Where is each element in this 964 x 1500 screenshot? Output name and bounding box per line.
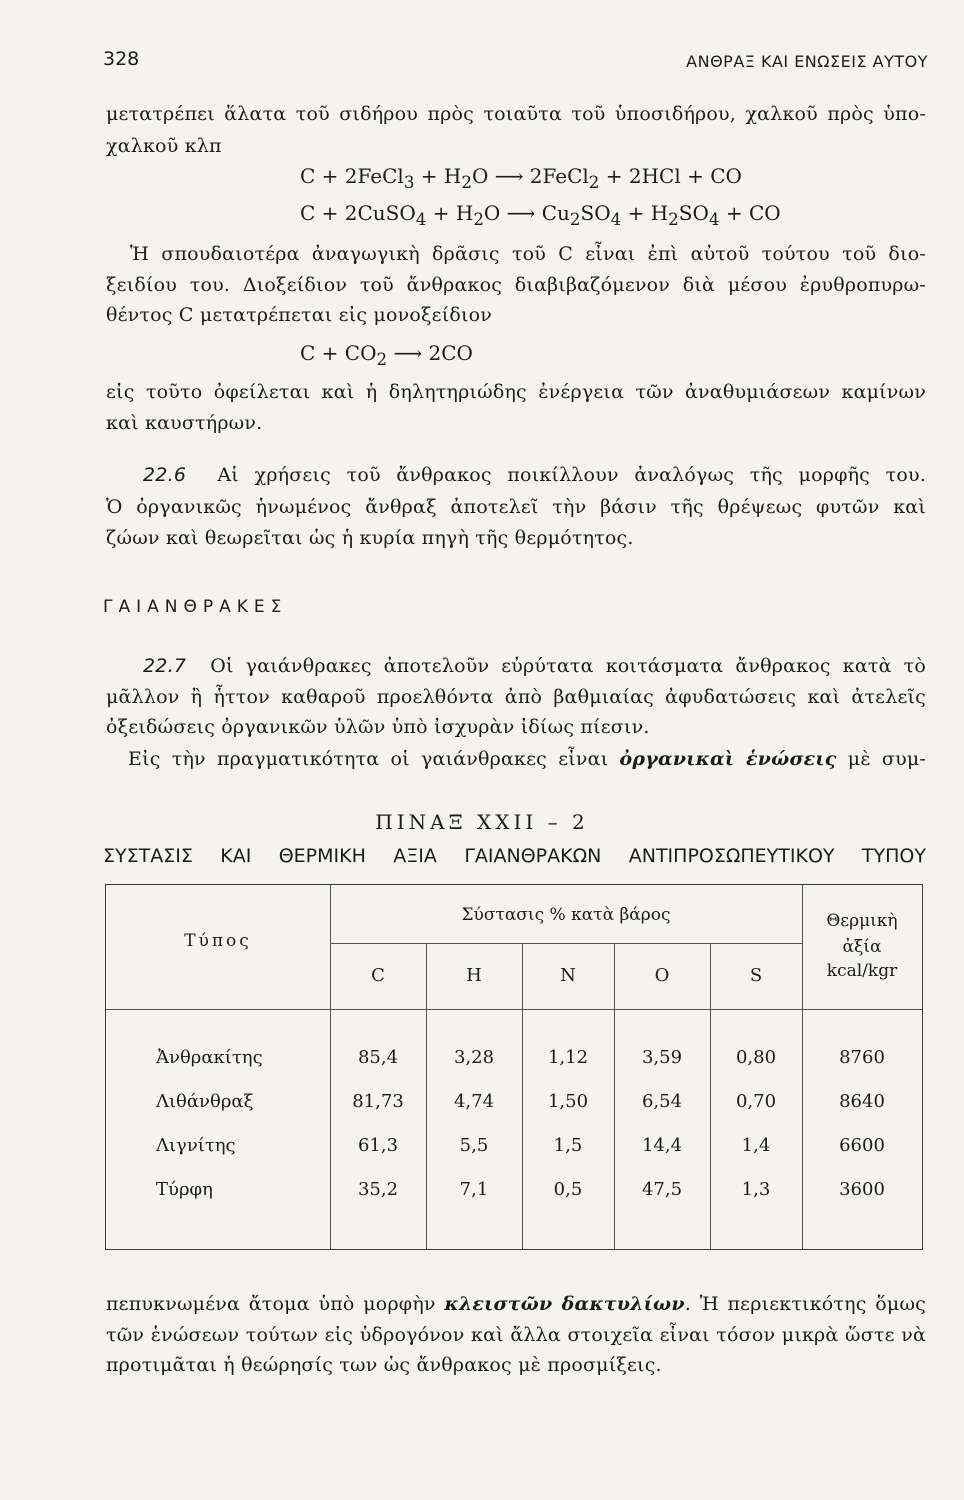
cell-anthracite-c: 85,4 bbox=[357, 1047, 399, 1068]
section-22-7-line-4: Εἰς τὴν πραγματικότητα οἱ γαιάνθρακες εἶναι ὀργανικαὶ ἑνώσεις μὲ συμ- bbox=[128, 748, 926, 770]
row-name-bituminous: Λιθάνθραξ bbox=[156, 1091, 254, 1112]
row-name-peat: Τύρφη bbox=[156, 1179, 213, 1200]
header-composition: Σύστασις % κατὰ βάρος bbox=[461, 905, 671, 925]
cell-bituminous-h: 4,74 bbox=[453, 1091, 495, 1112]
cell-peat-n: 0,5 bbox=[553, 1179, 583, 1200]
emphasis-closed-rings: κλειστῶν δακτυλίων bbox=[444, 1293, 685, 1315]
cell-lignite-h: 5,5 bbox=[459, 1135, 489, 1156]
reduction-line-1: Ἡ σπουδαιοτέρα ἀναγωγικὴ δρᾶσις τοῦ C εἶναι ἐπὶ αὐτοῦ τούτου τοῦ διο- bbox=[130, 243, 926, 265]
cell-anthracite-s: 0,80 bbox=[735, 1047, 777, 1068]
equation-iron-chloride: C + 2FeCl$_3$ + $H_2O$ ⟶ 2FeCl$_2$ + 2HCl + CO bbox=[300, 164, 742, 192]
section-22-7-line-1: 22.7 Οἱ γαιάνθρακες ἀποτελοῦν εὐρύτατα κοιτάσματα ἄνθρακος κατὰ τὸ bbox=[143, 655, 926, 677]
section-22-6-line-2: Ὁ ὀργανικῶς ἡνωμένος ἄνθραξ ἀποτελεῖ τὴν βάσιν τῆς θρέψεως φυτῶν καὶ bbox=[106, 496, 926, 518]
section-number-22-6: 22.6 bbox=[143, 464, 187, 486]
cell-bituminous-c: 81,73 bbox=[352, 1091, 404, 1112]
table-label: ΠΙΝΑΞ ΧΧΙΙ – 2 bbox=[375, 810, 589, 834]
toxic-line-1: εἰς τοῦτο ὀφείλεται καὶ ἡ δηλητηριώδης ἐνέργεια τῶν ἀναθυμιάσεων καμίνων bbox=[106, 381, 926, 403]
cell-lignite-o: 14,4 bbox=[641, 1135, 683, 1156]
header-heat-2: ἀξία bbox=[842, 937, 882, 957]
table-header-rule bbox=[106, 1009, 922, 1010]
section-22-7-line-3: ὀξειδώσεις ὀργανικῶν ὑλῶν ὑπὸ ἰσχυρὰν ἰδίως πίεσιν. bbox=[106, 716, 650, 738]
cell-peat-o: 47,5 bbox=[641, 1179, 683, 1200]
header-heat-3: kcal/kgr bbox=[826, 961, 898, 981]
cell-lignite-n: 1,5 bbox=[553, 1135, 583, 1156]
closing-line-2: τῶν ἑνώσεων τούτων εἰς ὑδρογόνον καὶ ἄλλα στοιχεῖα εἶναι τόσον μικρὰ ὥστε νὰ bbox=[106, 1324, 926, 1346]
cell-anthracite-n: 1,12 bbox=[547, 1047, 589, 1068]
cell-bituminous-o: 6,54 bbox=[641, 1091, 683, 1112]
equation-carbon-dioxide: $C + CO_2$ ⟶ 2CO bbox=[300, 341, 473, 369]
header-element-n: N bbox=[560, 965, 576, 986]
reduction-line-2: ξειδίου του. Διοξείδιον τοῦ ἄνθρακος διαβιβαζόμενον διὰ μέσου ἐρυθροπυρω- bbox=[106, 274, 926, 296]
cell-bituminous-n: 1,50 bbox=[547, 1091, 589, 1112]
table-title: ΣΥΣΤΑΣΙΣ ΚΑΙ ΘΕΡΜΙΚΗ ΑΞΙΑ ΓΑΙΑΝΘΡΑΚΩΝ ΑΝΤΙΠΡΟΣΩΠΕΥΤΙΚΟΥ ΤΥΠΟΥ bbox=[103, 845, 926, 867]
cell-anthracite-h: 3,28 bbox=[453, 1047, 495, 1068]
header-element-c: C bbox=[371, 965, 385, 986]
cell-lignite-s: 1,4 bbox=[741, 1135, 771, 1156]
cell-peat-h: 7,1 bbox=[459, 1179, 489, 1200]
running-head: ΑΝΘΡΑΞ ΚΑΙ ΕΝΩΣΕΙΣ ΑΥΤΟΥ bbox=[686, 52, 928, 71]
section-22-6-line-1: 22.6 Αἱ χρήσεις τοῦ ἄνθρακος ποικίλλουν ἀναλόγως τῆς μορφῆς του. bbox=[143, 464, 926, 486]
table-subheader-rule bbox=[330, 943, 802, 944]
page-number: 328 bbox=[103, 48, 140, 70]
cell-bituminous-heat: 8640 bbox=[839, 1091, 885, 1112]
header-type: Τύπος bbox=[184, 931, 252, 951]
closing-line-3: προτιμᾶται ἡ θεώρησίς των ὡς ἄνθρακος μὲ προσμίξεις. bbox=[106, 1354, 662, 1376]
cell-peat-c: 35,2 bbox=[357, 1179, 399, 1200]
header-element-o: O bbox=[654, 965, 670, 986]
reduction-line-3: θέντος C μετατρέπεται εἰς μονοξείδιον bbox=[106, 304, 493, 326]
intro-line-1: μετατρέπει ἅλατα τοῦ σιδήρου πρὸς τοιαῦτα τοῦ ὑποσιδήρου, χαλκοῦ πρὸς ὑπο- bbox=[106, 103, 926, 125]
cell-peat-s: 1,3 bbox=[741, 1179, 771, 1200]
equation-copper-sulfate: C + 2CuSO$_4$ + $H_2O$ ⟶ $Cu_2SO_4 + H_2SO_4$ + CO bbox=[300, 201, 781, 229]
cell-lignite-c: 61,3 bbox=[357, 1135, 399, 1156]
closing-line-1: πεπυκνωμένα ἄτομα ὑπὸ μορφὴν κλειστῶν δακτυλίων. Ἡ περιεκτικότης ὅμως bbox=[106, 1293, 927, 1315]
composition-table bbox=[105, 884, 923, 1250]
section-22-7-line-2: μᾶλλον ἢ ἧττον καθαροῦ προελθόντα ἀπὸ βαθμιαίας ἀφυδατώσεις καὶ ἀτελεῖς bbox=[106, 686, 926, 708]
emphasis-organic-compounds: ὀργανικαὶ ἑνώσεις bbox=[619, 748, 837, 770]
cell-anthracite-o: 3,59 bbox=[641, 1047, 683, 1068]
header-heat-1: Θερμικὴ bbox=[826, 911, 898, 931]
row-name-anthracite: Ἀνθρακίτης bbox=[156, 1047, 263, 1068]
section-number-22-7: 22.7 bbox=[143, 655, 187, 677]
cell-bituminous-s: 0,70 bbox=[735, 1091, 777, 1112]
header-element-h: H bbox=[466, 965, 482, 986]
heading-coals: ΓΑΙΑΝΘΡΑΚΕΣ bbox=[103, 597, 288, 617]
row-name-lignite: Λιγνίτης bbox=[156, 1135, 236, 1156]
intro-line-2: χαλκοῦ κλπ bbox=[106, 135, 222, 157]
cell-peat-heat: 3600 bbox=[839, 1179, 885, 1200]
section-22-6-line-3: ζώων καὶ θεωρεῖται ὡς ἡ κυρία πηγὴ τῆς θερμότητος. bbox=[106, 527, 634, 549]
cell-lignite-heat: 6600 bbox=[839, 1135, 885, 1156]
cell-anthracite-heat: 8760 bbox=[839, 1047, 885, 1068]
toxic-line-2: καὶ καυστήρων. bbox=[106, 412, 263, 434]
header-element-s: S bbox=[749, 965, 763, 986]
